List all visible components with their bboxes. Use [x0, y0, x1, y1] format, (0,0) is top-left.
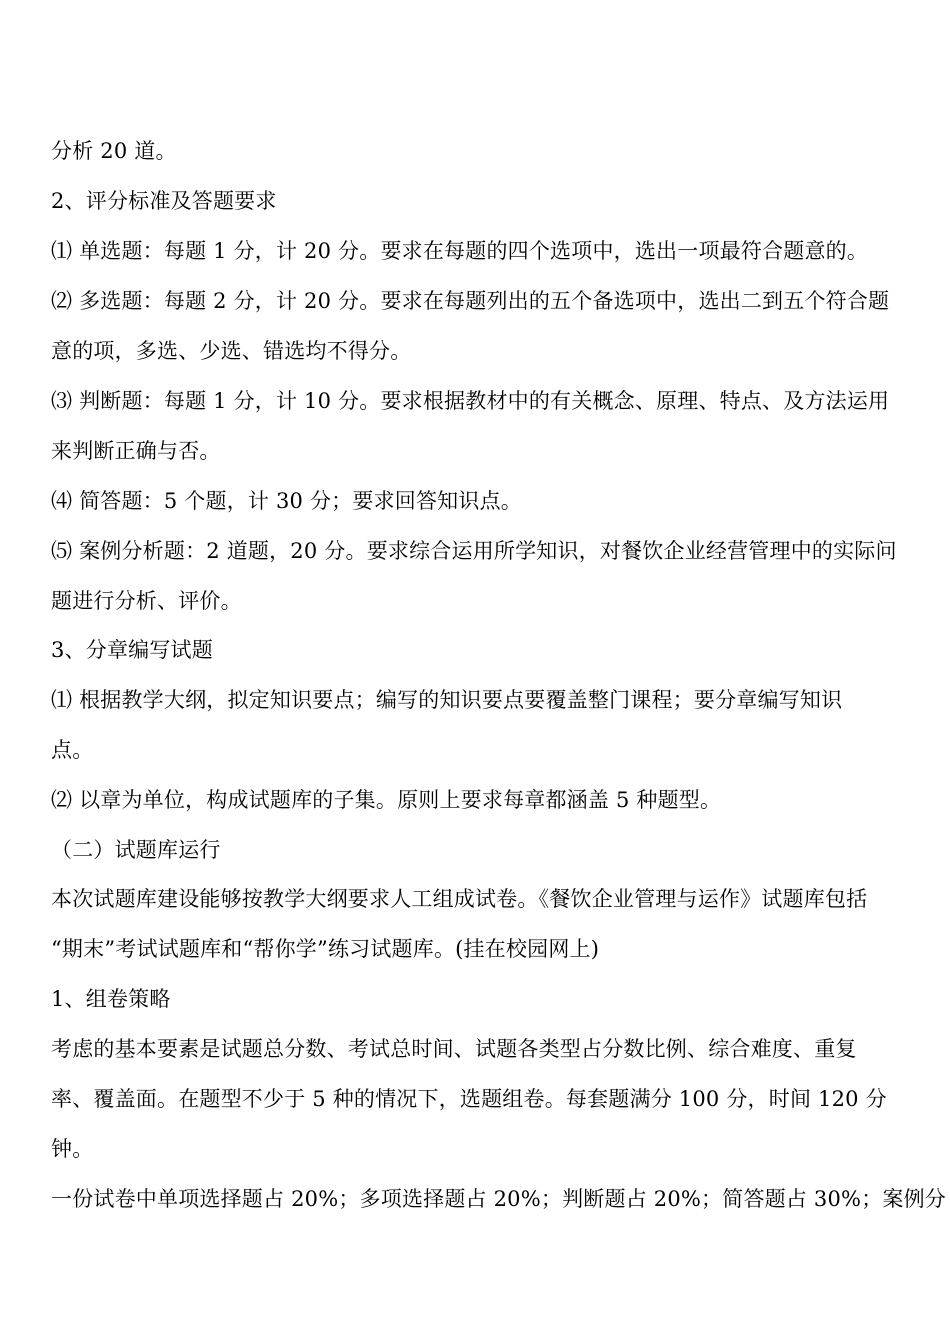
text-line: ⑴ 根据教学大纲，拟定知识要点；编写的知识要点要覆盖整门课程；要分章编写知识: [51, 688, 843, 712]
text-line: 点。: [51, 738, 94, 762]
text-line: 题进行分析、评价。: [51, 589, 242, 613]
section-heading: 2、评分标准及答题要求: [51, 189, 277, 213]
text-line: ⑶ 判断题：每题 1 分，计 10 分。要求根据教材中的有关概念、原理、特点、及方法运用: [51, 389, 890, 413]
text-line: ⑸ 案例分析题：2 道题，20 分。要求综合运用所学知识，对餐饮企业经营管理中的实际问: [51, 539, 897, 563]
text-line: 率、覆盖面。在题型不少于 5 种的情况下，选题组卷。每套题满分 100 分，时间 120 分: [51, 1087, 887, 1111]
section-heading: （二）试题库运行: [51, 838, 221, 862]
text-line: 钟。: [51, 1137, 94, 1161]
text-line: 分析 20 道。: [51, 139, 177, 163]
section-heading: 1、组卷策略: [51, 987, 171, 1011]
text-line: ⑵ 多选题：每题 2 分，计 20 分。要求在每题列出的五个备选项中，选出二到五个符合题: [51, 289, 890, 313]
text-line: “期末”考试试题库和“帮你学”练习试题库。(挂在校园网上): [51, 937, 600, 961]
text-line: 考虑的基本要素是试题总分数、考试总时间、试题各类型占分数比例、综合难度、重复: [51, 1037, 857, 1061]
text-line: 意的项，多选、少选、错选均不得分。: [51, 339, 412, 363]
text-line: ⑵ 以章为单位，构成试题库的子集。原则上要求每章都涵盖 5 种题型。: [51, 788, 722, 812]
text-line: ⑴ 单选题：每题 1 分，计 20 分。要求在每题的四个选项中，选出一项最符合题意的。: [51, 239, 869, 263]
text-line: 本次试题库建设能够按教学大纲要求人工组成试卷。《餐饮企业管理与运作》试题库包括: [51, 887, 868, 911]
text-line: ⑷ 简答题：5 个题，计 30 分；要求回答知识点。: [51, 489, 522, 513]
text-line: 一份试卷中单项选择题占 20%；多项选择题占 20%；判断题占 20%；简答题占 30%；案例分: [51, 1187, 947, 1211]
section-heading: 3、分章编写试题: [51, 638, 213, 662]
text-line: 来判断正确与否。: [51, 439, 221, 463]
